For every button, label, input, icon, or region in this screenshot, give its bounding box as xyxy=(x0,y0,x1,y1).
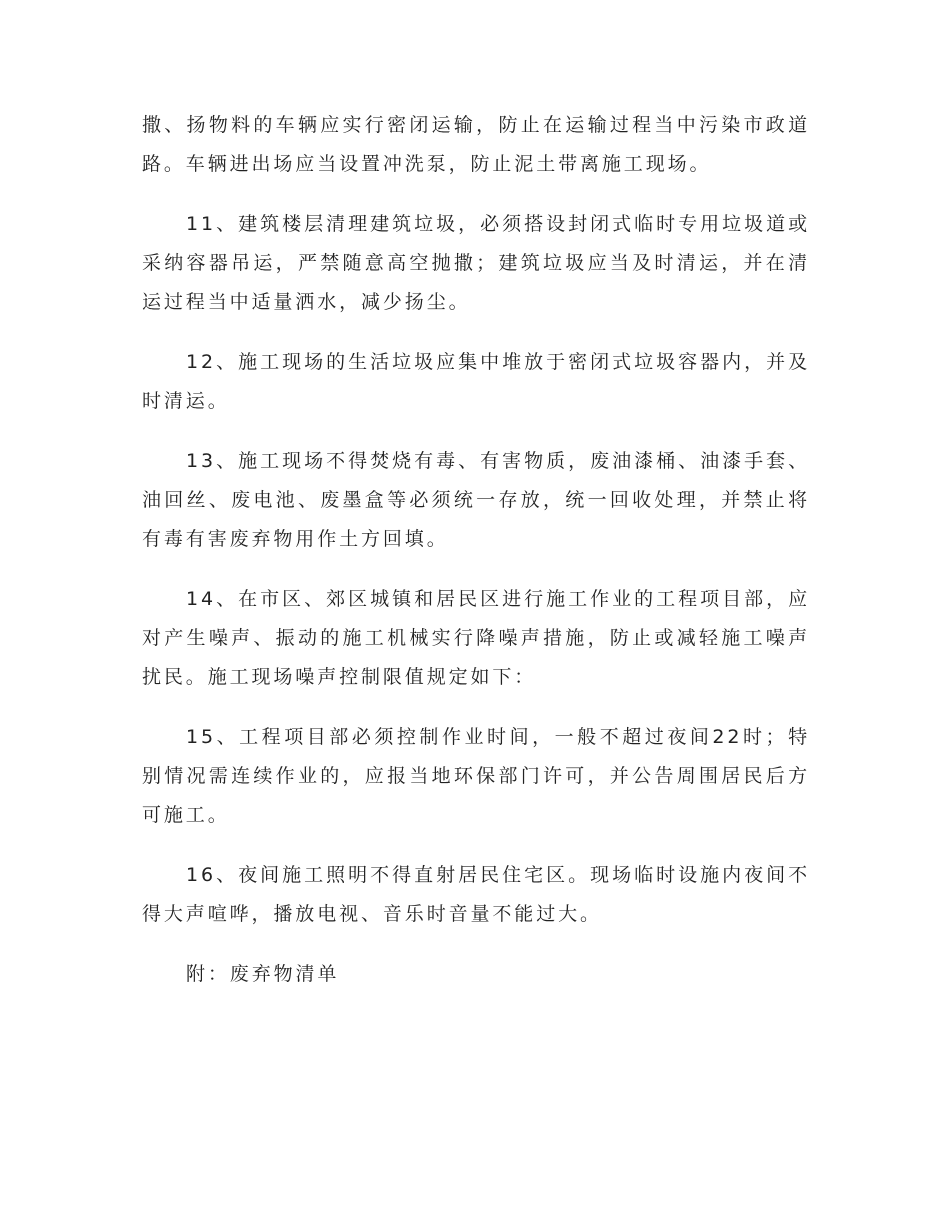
paragraph-item-15: 15、工程项目部必须控制作业时间，一般不超过夜间22时；特别情况需连续作业的，应报当地环保部门许可，并公告周围居民后方可施工。 xyxy=(142,726,810,826)
paragraph-item-12: 12、施工现场的生活垃圾应集中堆放于密闭式垃圾容器内，并及时清运。 xyxy=(142,351,810,412)
paragraph-continued-dust-transport: 撒、扬物料的车辆应实行密闭运输，防止在运输过程当中污染市政道路。车辆进出场应当设置冲洗泵，防止泥土带离施工现场。 xyxy=(142,114,810,175)
paragraph-item-11: 11、建筑楼层清理建筑垃圾，必须搭设封闭式临时专用垃圾道或采纳容器吊运，严禁随意高空抛撒；建筑垃圾应当及时清运，并在清运过程当中适量洒水，减少扬尘。 xyxy=(142,213,810,313)
paragraph-item-14: 14、在市区、郊区城镇和居民区进行施工作业的工程项目部，应对产生噪声、振动的施工机械实行降噪声措施，防止或减轻施工噪声扰民。施工现场噪声控制限值规定如下： xyxy=(142,588,810,688)
document-body xyxy=(142,106,810,1015)
paragraph-item-13: 13、施工现场不得焚烧有毒、有害物质，废油漆桶、油漆手套、油回丝、废电池、废墨盒等必须统一存放，统一回收处理，并禁止将有毒有害废弃物用作土方回填。 xyxy=(142,450,810,550)
attachment-note: 附：废弃物清单 xyxy=(186,963,340,985)
paragraph-item-16: 16、夜间施工照明不得直射居民住宅区。现场临时设施内夜间不得大声喧哗，播放电视、音乐时音量不能过大。 xyxy=(142,864,810,925)
